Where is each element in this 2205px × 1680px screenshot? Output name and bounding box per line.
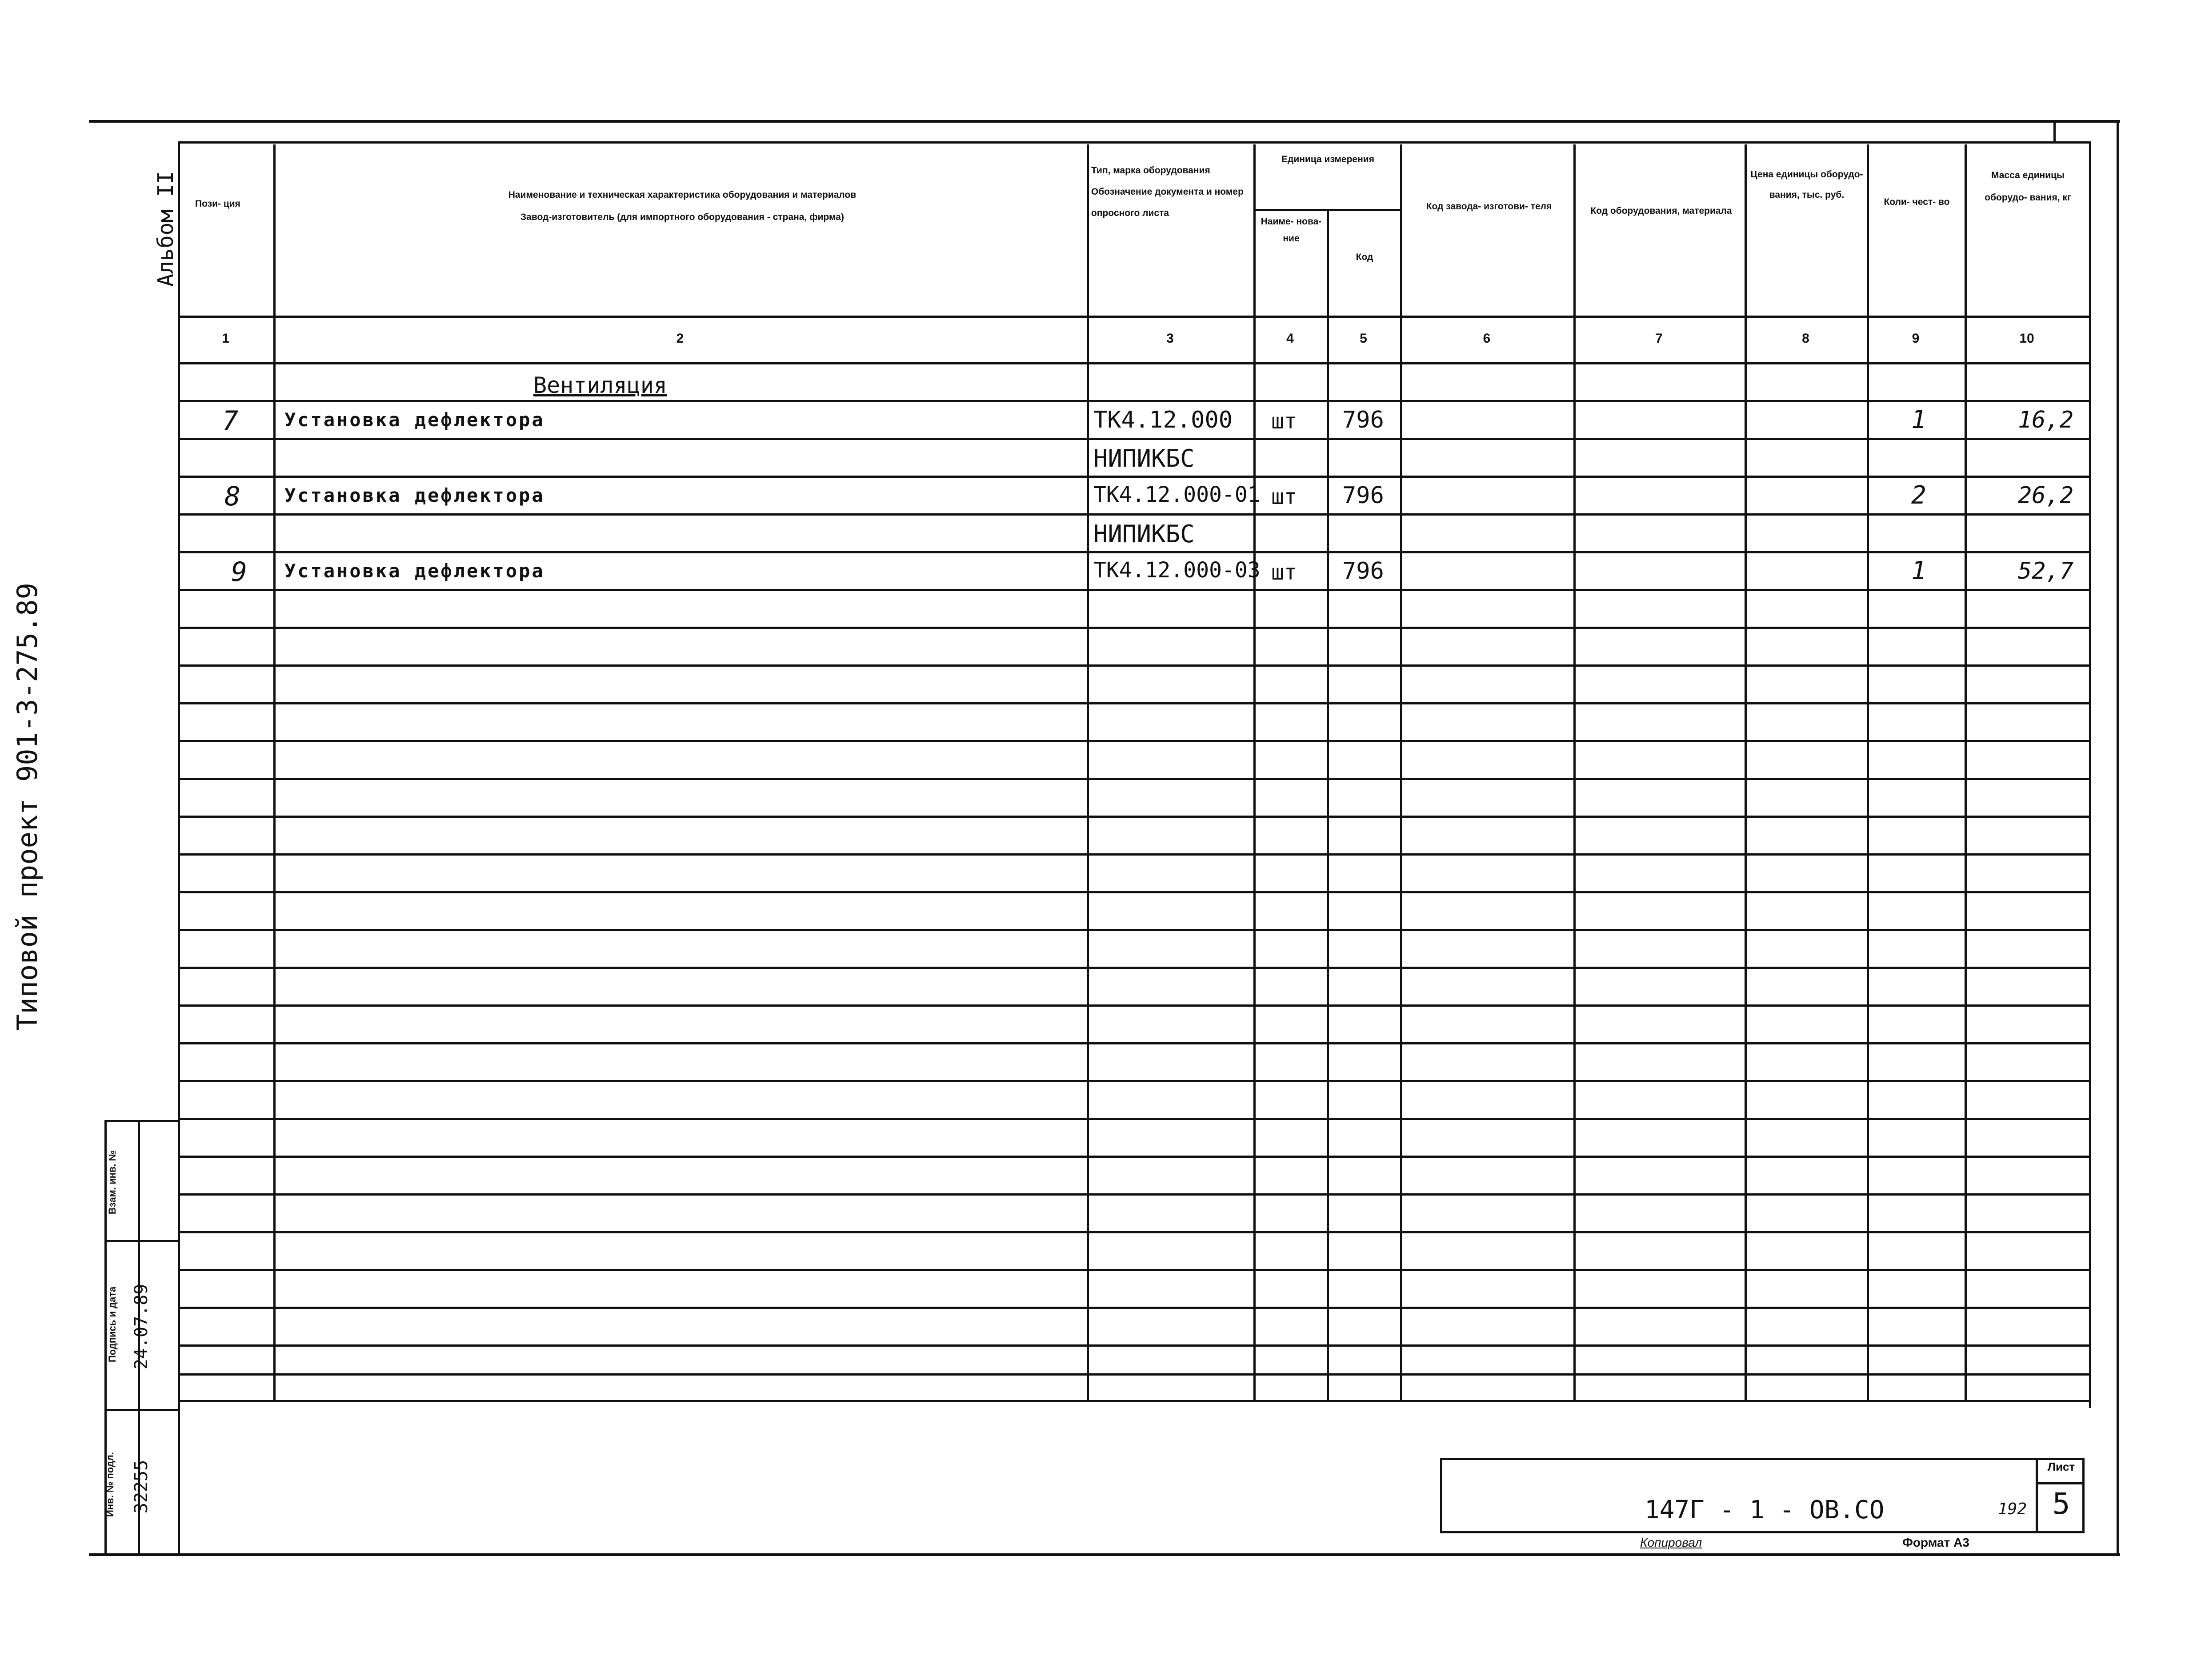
row-line [178, 627, 2091, 629]
row-line [178, 438, 2091, 440]
row-line [178, 1344, 2091, 1347]
row-position: 8 [224, 481, 241, 512]
sign-date-label: Подпись и дата [107, 1286, 118, 1363]
row-line [178, 853, 2091, 856]
title-block-sheet-line [2036, 1482, 2085, 1484]
row-line [178, 1307, 2091, 1309]
table-bottom-line [178, 1400, 2091, 1402]
row-unit-code: 796 [1342, 482, 1384, 509]
row-line [178, 589, 2091, 591]
header-name-line2: Завод-изготовитель (для импортного оборудования - страна, фирма) [520, 212, 844, 222]
row-line [178, 664, 2091, 667]
row-unit: шт [1271, 484, 1297, 509]
stamp-line-1 [104, 1240, 180, 1242]
row-type-continued: НИПИКБС [1093, 520, 1195, 548]
row-line [178, 1156, 2091, 1158]
page-small-number: 192 [1998, 1500, 2027, 1518]
col-line-4 [1327, 209, 1329, 1402]
header-equip-code: Код оборудования, материала [1590, 206, 1732, 216]
stamp-line-2 [104, 1409, 180, 1411]
row-mass: 16,2 [2018, 407, 2074, 433]
row-line [178, 1118, 2091, 1120]
frame-right [2117, 120, 2119, 1556]
row-line [178, 476, 2091, 478]
row-name: Установка дефлектора [284, 560, 545, 582]
inv-vzam-label: Взам. инв. № [107, 1150, 118, 1215]
row-type: ТК4.12.000-03 [1093, 558, 1261, 583]
header-unit: Единица измерения [1281, 154, 1374, 164]
colnum-9: 9 [1912, 331, 1920, 346]
row-type: ТК4.12.000-01 [1093, 482, 1261, 507]
header-unit-name: Наиме- нова- ние [1261, 216, 1322, 244]
document-code: 147Г - 1 - ОВ.СО [1645, 1496, 1885, 1524]
row-mass: 52,7 [2018, 558, 2074, 584]
row-line [178, 929, 2091, 931]
frame-inner-right [2089, 141, 2091, 1408]
colnum-6: 6 [1483, 331, 1491, 346]
row-line [178, 816, 2091, 818]
row-unit-code: 796 [1342, 407, 1384, 433]
colnum-8: 8 [1802, 331, 1809, 346]
colnum-10: 10 [2019, 331, 2034, 346]
row-line [178, 1080, 2091, 1082]
frame-top [89, 120, 2120, 123]
unit-subheader-line [1253, 209, 1402, 211]
row-line [178, 967, 2091, 969]
row-name: Установка дефлектора [284, 484, 545, 506]
row-position: 7 [222, 405, 239, 436]
colnum-7: 7 [1655, 331, 1663, 346]
header-bottom-line [178, 316, 2091, 318]
colnum-5: 5 [1360, 331, 1367, 346]
row-qty: 2 [1911, 481, 1926, 510]
row-position: 9 [231, 556, 248, 588]
inv-podl-value: 32255 [131, 1460, 152, 1514]
colnum-2: 2 [676, 331, 684, 346]
header-qty: Коли- чест- во [1884, 197, 1950, 207]
row-type-continued: НИПИКБС [1093, 444, 1195, 472]
album-label: Альбом II [153, 171, 178, 287]
frame-corner-tick [2053, 120, 2056, 142]
colnum-1: 1 [222, 331, 229, 346]
format-label: Формат А3 [1902, 1536, 1969, 1549]
row-qty: 1 [1911, 405, 1926, 434]
row-line [178, 702, 2091, 704]
sheet-number: 5 [2052, 1487, 2070, 1521]
table-top-line [178, 141, 2091, 144]
row-qty: 1 [1911, 556, 1926, 585]
row-line [178, 400, 2091, 402]
sheet-label: Лист [2047, 1460, 2075, 1473]
header-position: Пози- ция [195, 199, 240, 209]
row-name: Установка дефлектора [284, 409, 545, 431]
row-mass: 26,2 [2018, 482, 2074, 509]
row-line [178, 1231, 2091, 1233]
inv-podl-label: Инв. № подл. [104, 1452, 116, 1517]
project-label: Типовой проект 901-3-275.89 [11, 583, 44, 1031]
frame-left [178, 141, 180, 1555]
sign-date-value: 24.07.89 [131, 1284, 152, 1370]
row-type: ТК4.12.000 [1093, 407, 1233, 433]
row-line [178, 1004, 2091, 1007]
colnum-3: 3 [1166, 331, 1174, 346]
title-block-sheet-divider [2036, 1458, 2038, 1533]
row-line [178, 740, 2091, 742]
header-mass: Масса единицы оборудо- вания, кг [1985, 170, 2071, 203]
copied-by: Копировал [1640, 1536, 1702, 1549]
header-name-line1: Наименование и техническая характеристика оборудования и материалов [508, 190, 856, 200]
row-line [178, 778, 2091, 780]
header-price: Цена единицы оборудо- вания, тыс. руб. [1750, 169, 1863, 200]
section-title: Вентиляция [533, 372, 668, 398]
colnum-4: 4 [1286, 331, 1294, 346]
row-unit: шт [1271, 560, 1297, 585]
stamp-top-line [104, 1120, 180, 1122]
header-type: Тип, марка оборудования Обозначение документа и номер опросного листа [1091, 165, 1244, 218]
row-line [178, 551, 2091, 553]
row-line [178, 513, 2091, 516]
row-line [178, 891, 2091, 893]
numbers-bottom-line [178, 362, 2091, 364]
header-unit-code: Код [1356, 252, 1373, 262]
row-unit-code: 796 [1342, 558, 1384, 584]
row-line [178, 1269, 2091, 1271]
row-line [178, 1193, 2091, 1196]
frame-bottom [89, 1553, 2120, 1556]
row-unit: шт [1271, 409, 1297, 434]
header-maker-code: Код завода- изготови- теля [1426, 201, 1552, 212]
row-line [178, 1042, 2091, 1044]
row-line [178, 1373, 2091, 1376]
